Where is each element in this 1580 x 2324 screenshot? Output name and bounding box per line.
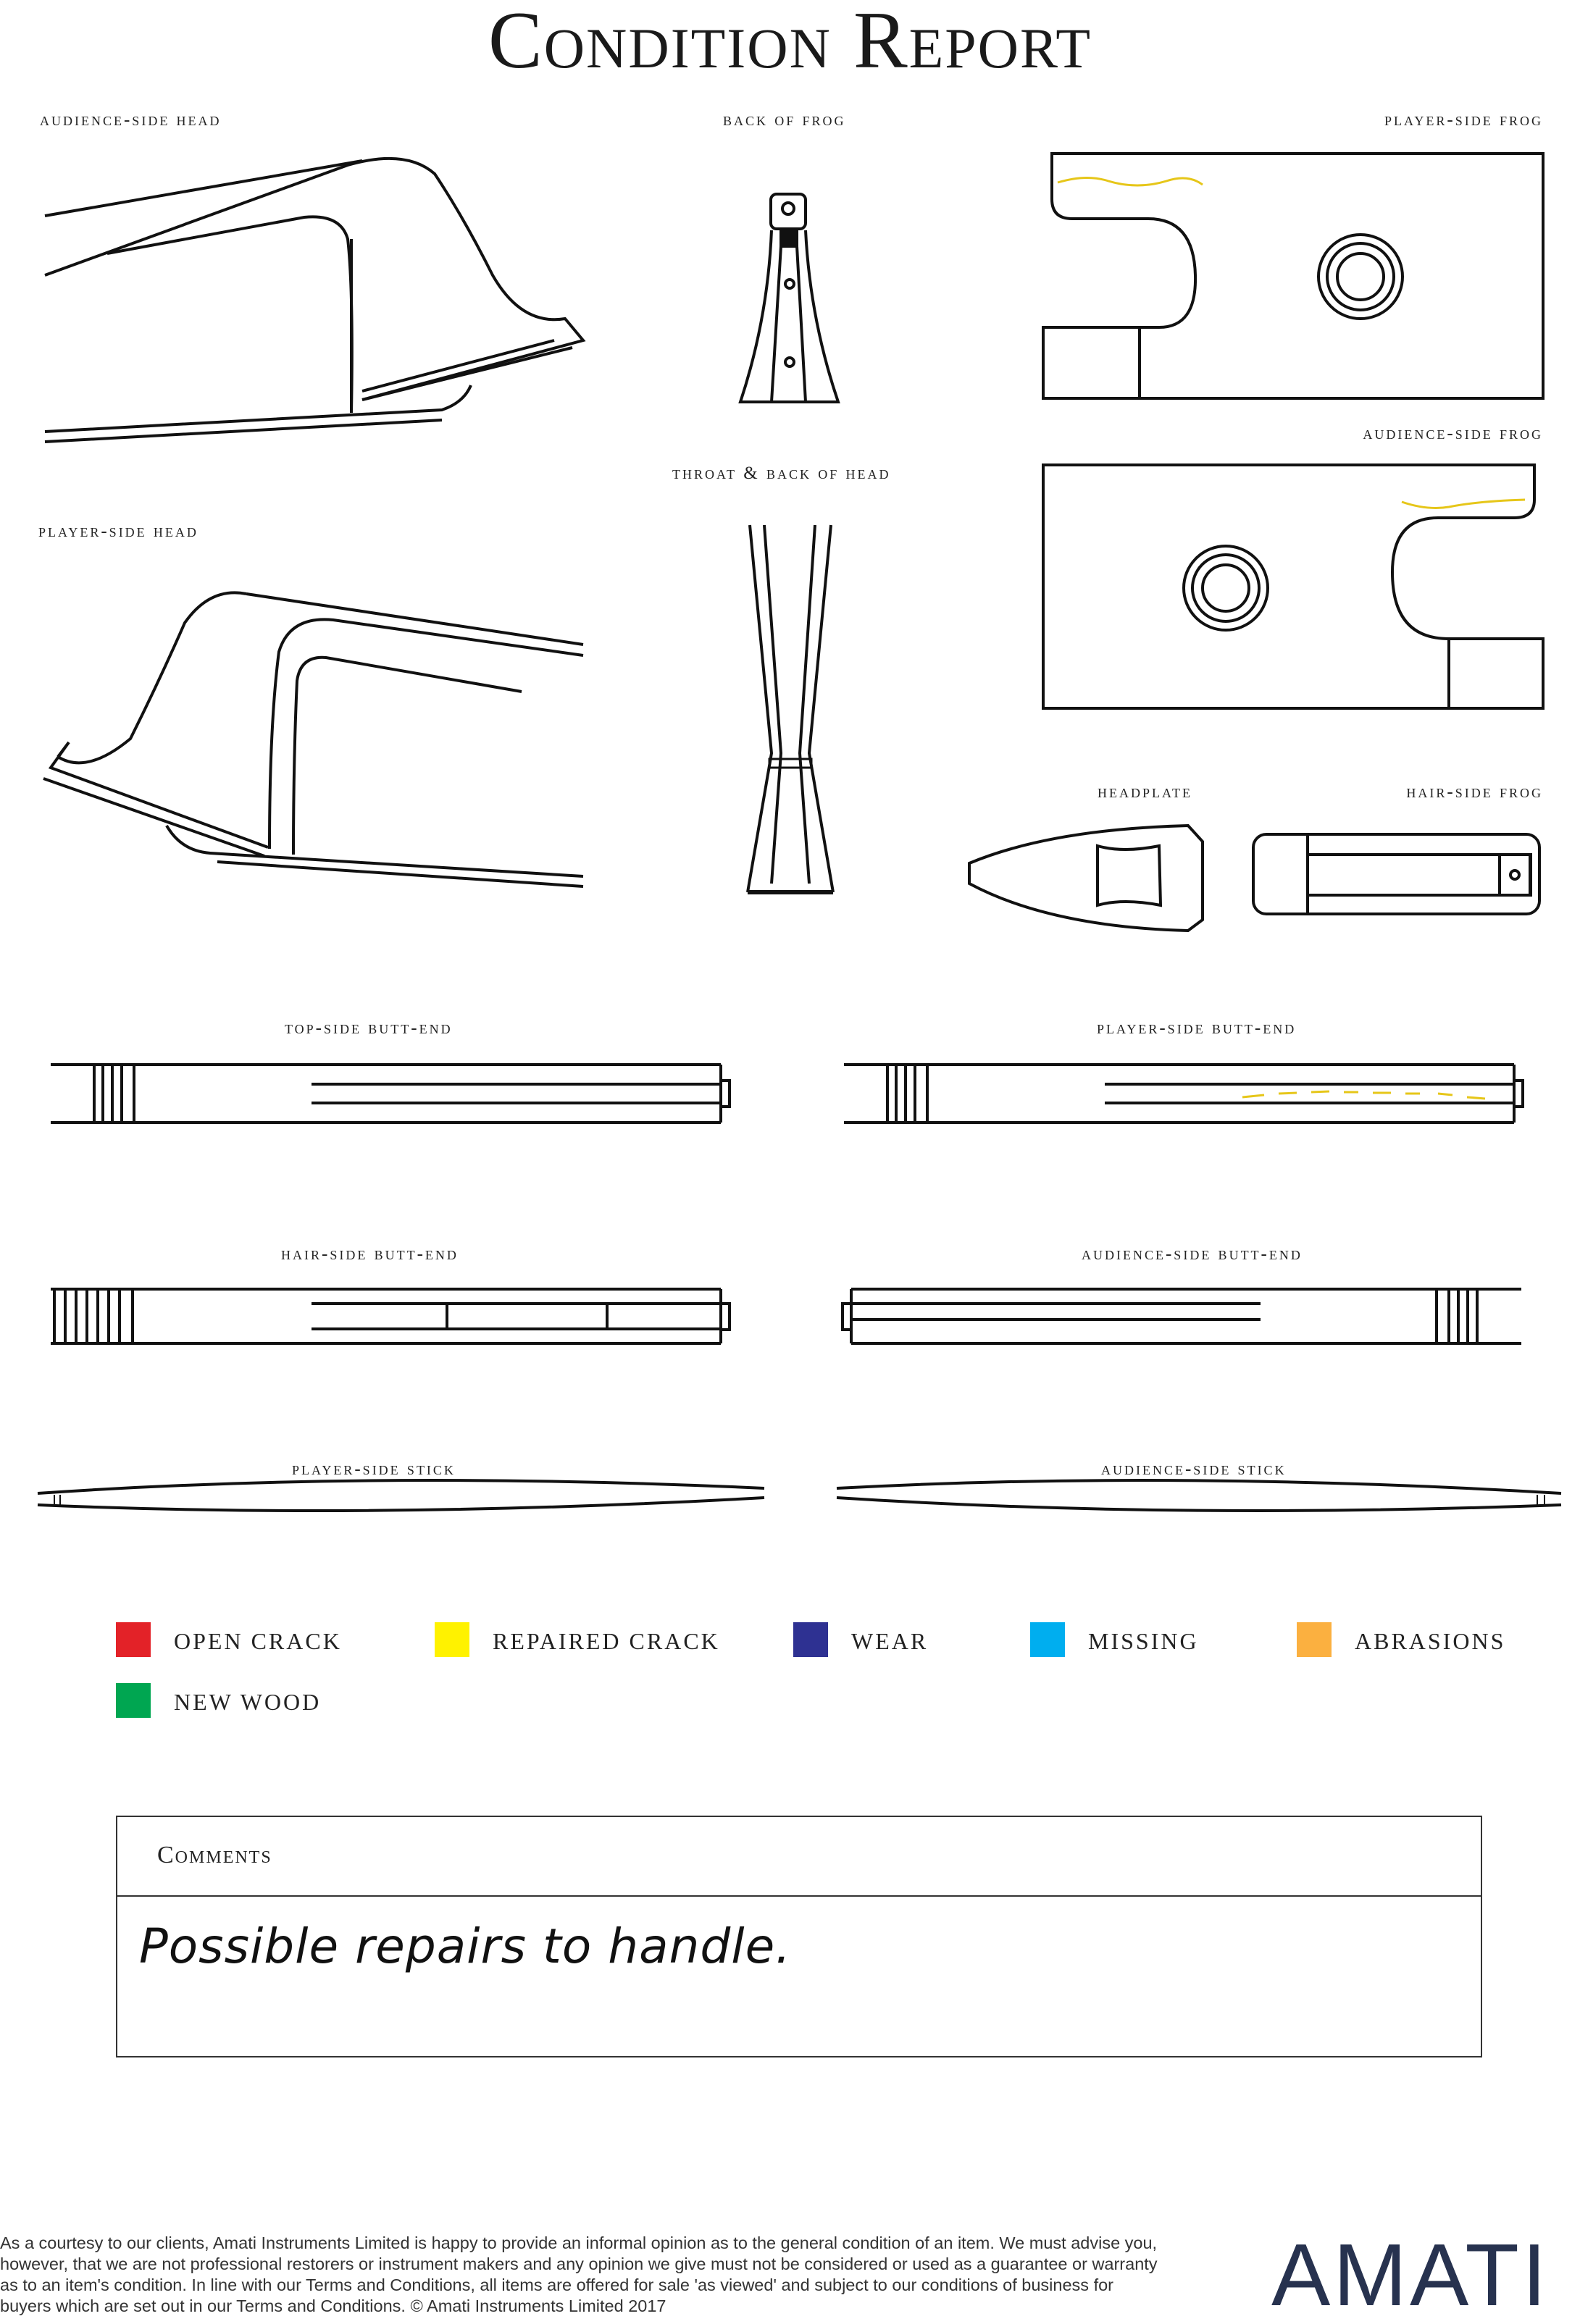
player-side-frog-drawing <box>1043 154 1543 398</box>
page-title: Condition Report <box>488 0 1092 85</box>
player-side-head-drawing <box>43 592 583 886</box>
label-back-of-frog: back of frog <box>723 110 846 130</box>
hair-side-frog-drawing <box>1253 834 1539 914</box>
headplate-drawing <box>969 826 1203 931</box>
comments-text[interactable]: Possible repairs to handle. <box>139 1918 792 1974</box>
audience-side-butt-end-drawing <box>843 1289 1521 1343</box>
audience-side-frog-drawing <box>1043 465 1543 708</box>
label-hair-side-butt-end: hair-side butt-end <box>281 1244 459 1264</box>
audience-side-head-drawing <box>45 159 583 442</box>
comments-box <box>116 1816 1482 2057</box>
label-audience-side-frog: audience-side frog <box>1363 424 1543 443</box>
amati-logo: AMATI <box>1271 2226 1550 2324</box>
legend-swatch-open-crack <box>116 1622 151 1657</box>
legend-label-abrasions: ABRASIONS <box>1355 1628 1506 1654</box>
player-side-butt-end-drawing <box>844 1065 1523 1123</box>
legend-swatch-abrasions <box>1297 1622 1332 1657</box>
legend-swatch-repaired-crack <box>435 1622 469 1657</box>
legend-label-wear: WEAR <box>851 1628 929 1654</box>
label-player-side-butt-end: player-side butt-end <box>1097 1018 1297 1038</box>
throat-back-of-head-drawing <box>748 525 833 892</box>
disclaimer-text: As a courtesy to our clients, Amati Instruments Limited is happy to provide an informal opinion as to the general condition of an item. We must advise you, however, that we are not professional restorers or instrument makers and any opinion we give must not be considered or used as a guarantee or warranty as to an item's condition. In line with our Terms and Conditions, all items are offered for sale 'as viewed' and subject to our conditions of business for buyers which are set out in our Terms and Conditions. © Amati Instruments Limited 2017 <box>0 2233 1158 2315</box>
legend <box>116 1622 1529 1738</box>
label-headplate: headplate <box>1098 782 1192 802</box>
label-throat-back-of-head: throat & back of head <box>672 463 891 483</box>
label-player-side-stick: player-side stick <box>292 1459 456 1479</box>
label-top-side-butt-end: top-side butt-end <box>285 1018 453 1038</box>
legend-swatch-missing <box>1030 1622 1065 1657</box>
label-player-side-head: player-side head <box>38 521 198 541</box>
legend-label-new-wood: NEW WOOD <box>174 1689 322 1715</box>
player-side-stick-drawing <box>38 1480 764 1511</box>
label-player-side-frog: player-side frog <box>1384 110 1543 130</box>
legend-swatch-wear <box>793 1622 828 1657</box>
label-audience-side-head: audience-side head <box>40 110 222 130</box>
comments-heading: Comments <box>157 1842 272 1868</box>
label-hair-side-frog: hair-side frog <box>1406 782 1543 802</box>
label-audience-side-stick: audience-side stick <box>1101 1459 1287 1479</box>
audience-side-stick-drawing <box>837 1480 1561 1511</box>
legend-label-open-crack: OPEN CRACK <box>174 1628 342 1654</box>
legend-label-repaired-crack: REPAIRED CRACK <box>493 1628 720 1654</box>
legend-label-missing: MISSING <box>1088 1628 1199 1654</box>
label-audience-side-butt-end: audience-side butt-end <box>1082 1244 1303 1264</box>
top-side-butt-end-drawing <box>51 1065 730 1123</box>
comments-header <box>117 1817 1481 1897</box>
hair-side-butt-end-drawing <box>51 1289 730 1343</box>
back-of-frog-drawing <box>740 194 838 402</box>
legend-swatch-new-wood <box>116 1683 151 1718</box>
